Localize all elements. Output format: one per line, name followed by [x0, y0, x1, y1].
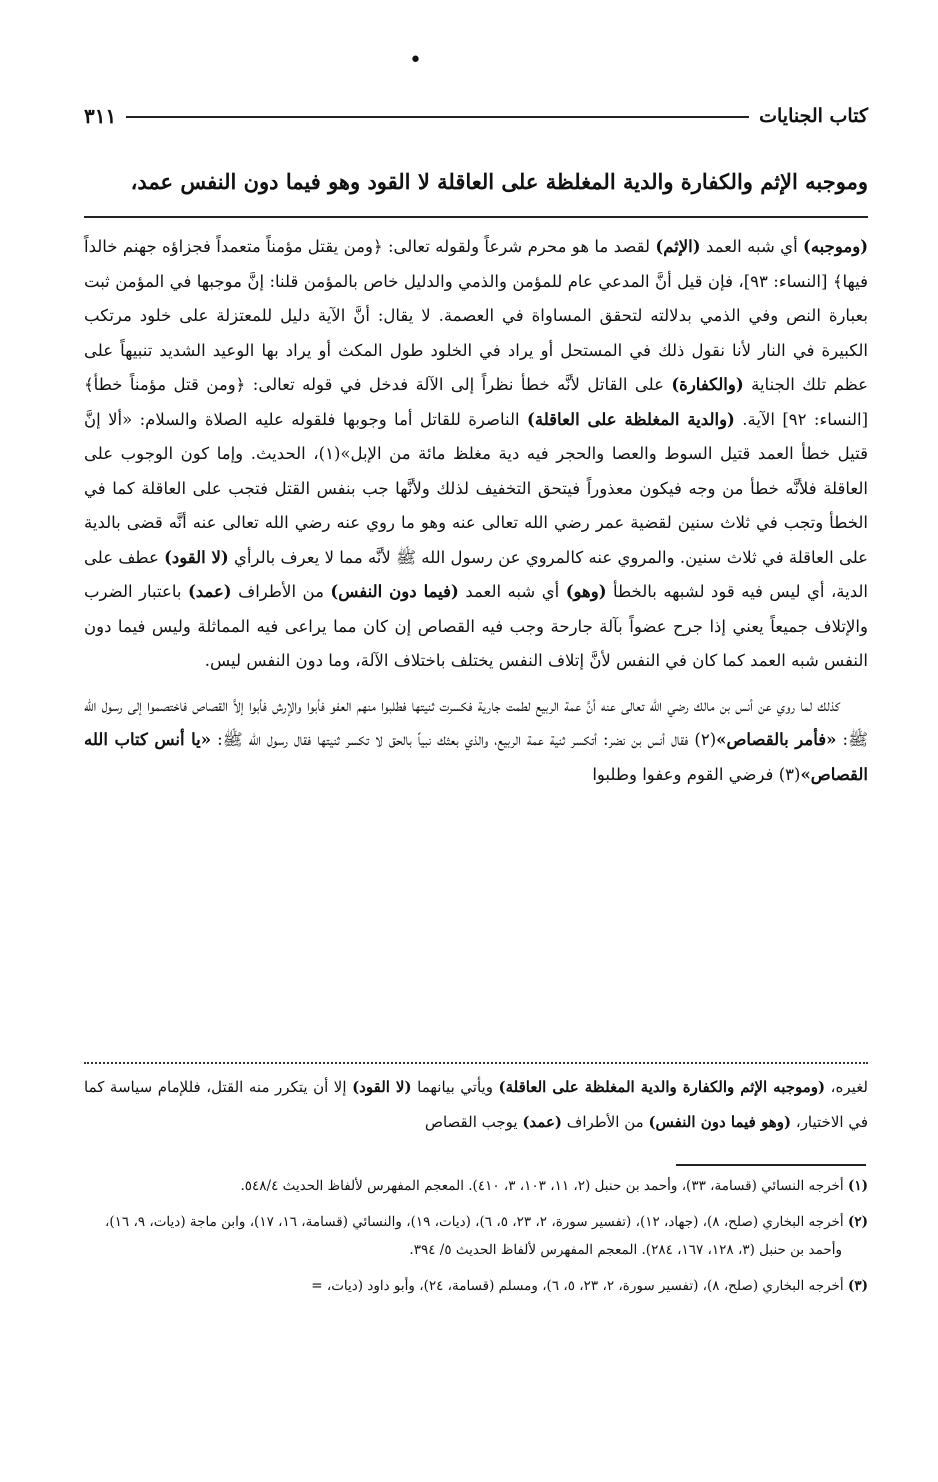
footnote-text: أخرجه البخاري (صلح، ٨)، (تفسير سورة، ٢، ٢٣، ٥، ٦)، ومسلم (قسامة، ٢٤)، وأبو داود (ديات، — [326, 1278, 844, 1294]
bold-term: (لا القود) — [164, 547, 229, 567]
bold-term: «يا أنس كتاب الله القصاص» — [84, 730, 868, 784]
text-run: باعتبار الضرب والإتلاف جميعاً يعني إذا جرح عضواً بآلة جارحة وجب فيه القصاص إن كان مما يراعى فيه المماثلة وليس فيما دون النفس شبه العمد كما كان في النفس لأنَّ إتلاف النفس يختلف باختلاف الآلة، وما دون النفس ليس. — [84, 582, 868, 670]
bold-term: (وموجبه) — [803, 237, 868, 256]
footnote-number: (١) — [847, 1178, 868, 1194]
bold-term: (فيما دون النفس) — [330, 582, 459, 601]
bold-term: «فأمر بالقصاص» — [716, 730, 837, 749]
chapter-title: كتاب الجنايات — [759, 105, 868, 127]
text-run: من الأطراف — [562, 1113, 649, 1131]
footnote — [84, 1272, 868, 1300]
text-run: ، الحديث. وإما كون الوجوب على العاقلة فلأنَّه خطأ من وجه فيكون معذوراً فيتحق التخفيف لذلك ولأنَّها جب بنفس القتل فتجب على العاقلة كما في الخطأ وتجب في ثلاث سنين لقضية عمر رضي الله تعالى عنه وهو ما روي عنه رضي الله تعالى عنه أنَّه قضى بالدية على العاقلة في ثلاث سنين. والمروي عنه كالمروي عن رسول الله ﷺ لأنَّه مما لا يعرف بالرأي — [84, 444, 868, 567]
margin-commentary — [84, 1070, 868, 1140]
footnote-text: أخرجه النسائي (قسامة، ٣٣)، وأحمد بن حنبل (٢، ١١، ١٠٣، ٣، ٤١٠). المعجم المفهرس لألفاظ الحديث ٥٤٨/٤. — [240, 1178, 844, 1194]
top-dot-mark: • — [409, 48, 422, 73]
bold-term: (عمد) — [187, 582, 232, 601]
footnote-separator — [676, 1164, 866, 1166]
footnote-number: (٣) — [847, 1278, 868, 1294]
header-rule — [126, 116, 749, 118]
page-number: ٣١١ — [84, 104, 117, 128]
bold-term: (عمد) — [522, 1113, 563, 1131]
main-text-divider — [84, 216, 868, 218]
commentary — [84, 230, 868, 792]
bold-term: (وموجبه الإثم والكفارة والدية المغلظة على العاقلة) — [498, 1078, 826, 1096]
bold-term: (وهو) — [565, 582, 607, 601]
text-run: ويأتي بيانهما — [411, 1078, 499, 1096]
text-run: إلا أن يتكرر منه القتل، فللإمام سياسة كما في الاختيار، — [84, 1078, 868, 1131]
text-run: على القاتل لأنَّه خطأ نظراً إلى الآلة فدخل في قوله تعالى: ﴿ومن قتل مؤمناً خطأ﴾ [النساء: ٩٢] الآية. — [84, 375, 869, 429]
footnote — [84, 1172, 868, 1200]
footnote — [84, 1208, 868, 1264]
text-run: كذلك لما روي عن أنس بن مالك رضي الله تعالى عنه أنَّ عمة الربيع لطمت جارية فكسرت ثنيتها فطلبوا منهم العفو فأبوا والإرش فأبوا إلاَّ القصاص فاختصموا إلى رسول الله ﷺ: — [84, 695, 869, 749]
bold-term: (الإثم) — [655, 237, 701, 256]
text-run: فقال أنس بن نضر: أتكسر ثنية عمة الربيع، والذي بعثك نبياً بالحق لا تكسر ثنيتها فقال رسول الله ﷺ: — [211, 730, 695, 749]
text-run: الناصرة للقاتل أما وجوبها فلقوله عليه الصلاة والسلام: «ألا إنَّ قتيل خطأ العمد قتيل السوط والعصا والحجر فيه دية مغلظ مائة من الإبل» — [84, 409, 868, 463]
commentary-paragraph — [84, 230, 868, 679]
footnotes — [84, 1172, 868, 1308]
bold-term: (والكفارة) — [671, 375, 744, 394]
text-run: أي شبه العمد — [458, 582, 566, 601]
footnote-ref: (٢) — [694, 730, 717, 749]
text-run: من الأطراف — [231, 582, 331, 601]
main-text: وموجبه الإثم والكفارة والدية المغلظة على العاقلة لا القود وهو فيما دون النفس عمد، — [130, 169, 868, 194]
bold-term: (لا القود) — [352, 1078, 412, 1096]
text-run: يوجب القصاص — [424, 1113, 523, 1131]
continuation-mark: = — [311, 1278, 323, 1294]
footnote-text: أخرجه البخاري (صلح، ٨)، (جهاد، ١٢)، (تفسير سورة، ٢، ٢٣، ٥، ٦)، (ديات، ١٩)، والنسائي (قسامة، ١٦، ١٧)، وابن ماجة (ديات، ٩، ١٦)، وأحمد بن حنبل (٣، ١٢٨، ١٦٧، ٢٨٤). المعجم المفهرس لألفاظ الحديث ٥/ ٣٩٤. — [105, 1214, 844, 1258]
text-run: أي شبه العمد — [700, 237, 804, 256]
bold-term: (والدية المغلظة على العاقلة) — [527, 409, 735, 429]
dotted-divider — [84, 1062, 868, 1064]
text-run: فرضي القوم وعفوا وطلبوا — [592, 764, 779, 784]
text-run: عطف على الدية، أي ليس فيه قود لشبهه بالخطأ — [84, 547, 868, 601]
footnote-ref: (١) — [318, 444, 341, 463]
footnote-ref: (٣) — [778, 764, 801, 784]
footnote-number: (٢) — [847, 1214, 868, 1230]
running-header — [84, 96, 868, 136]
text-run: لقصد ما هو محرم شرعاً ولقوله تعالى: ﴿ومن يقتل مؤمناً متعمداً فجزاؤه جهنم خالداً فيها﴾ [النساء: ٩٣]، فإن قيل أنَّ المدعي عام للمؤمن والذمي والدليل خاص بالمؤمن قلنا: إنَّ موجبها في المؤمن ثبت بعبارة النص وفي الذمي بدلالته لتحقق المساواة في العصمة. لا يقال: أنَّ الآية دليل للمعتزلة على خلود مرتكب الكبيرة في النار لأنا نقول ذلك في المستحل أو يراد في الخلود طول المكث أو يراد بها الوعيد الشديد تنبيهاً على عظم تلك الجناية — [84, 237, 868, 394]
bold-term: (وهو فيما دون النفس) — [648, 1113, 792, 1131]
text-run: لغيره، — [825, 1078, 868, 1096]
commentary-paragraph — [84, 689, 868, 793]
